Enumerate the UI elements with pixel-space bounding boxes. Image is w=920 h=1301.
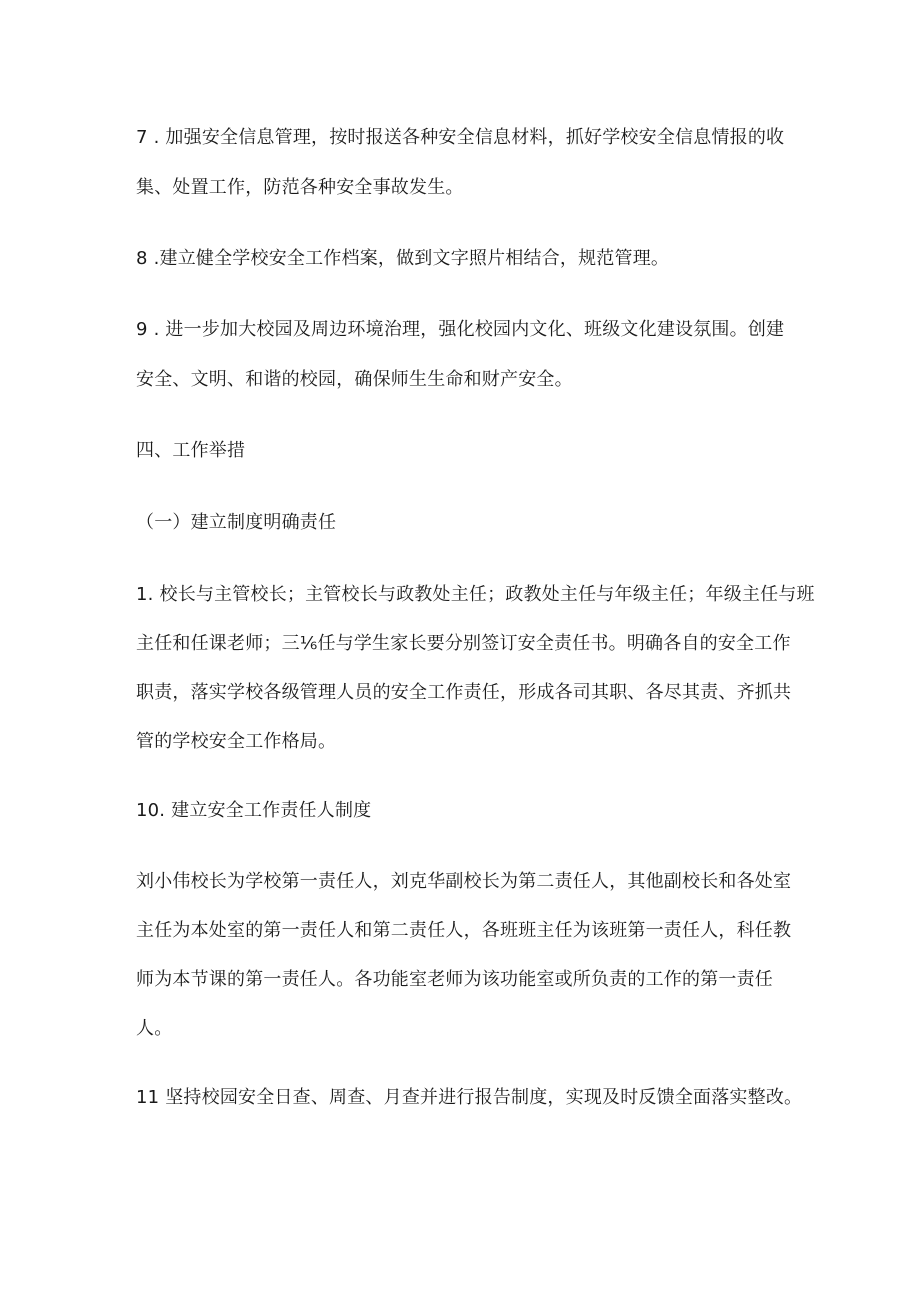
paragraph-10-body-line-3: 师为本节课的第一责任人。各功能室老师为该功能室或所负责的工作的第一责任 xyxy=(136,969,773,990)
paragraph-10-body-line-2: 主任为本处室的第一责任人和第二责任人，各班班主任为该班第一责任人，科任教 xyxy=(136,920,792,941)
paragraph-1-line-4: 管的学校安全工作格局。 xyxy=(136,731,337,752)
paragraph-11-line-1: 11 坚持校园安全日查、周查、月查并进行报告制度，实现及时反馈全面落实整改。 xyxy=(136,1087,803,1108)
paragraph-9-line-1: 9 . 进一步加大校园及周边环境治理，强化校园内文化、班级文化建设氛围。创建 xyxy=(136,319,785,340)
paragraph-9-line-2: 安全、文明、和谐的校园，确保师生生命和财产安全。 xyxy=(136,369,573,390)
paragraph-10-body-line-1: 刘小伟校长为学校第一责任人，刘克华副校长为第二责任人，其他副校长和各处室 xyxy=(136,871,792,892)
subsection-heading-1: （一）建立制度明确责任 xyxy=(136,512,337,533)
paragraph-1-line-1: 1. 校长与主管校长；主管校长与政教处主任；政教处主任与年级主任；年级主任与班 xyxy=(136,584,815,605)
paragraph-7-line-2: 集、处置工作，防范各种安全事故发生。 xyxy=(136,177,464,198)
paragraph-10-body-line-4: 人。 xyxy=(136,1018,173,1039)
paragraph-7-line-1: 7 . 加强安全信息管理，按时报送各种安全信息材料，抓好学校安全信息情报的收 xyxy=(136,127,785,148)
paragraph-10-heading: 10. 建立安全工作责任人制度 xyxy=(136,800,372,821)
paragraph-8-line-1: 8 .建立健全学校安全工作档案，做到文字照片相结合，规范管理。 xyxy=(136,248,670,269)
paragraph-1-line-2: 主任和任课老师；三⅙任与学生家长要分别签订安全责任书。明确各自的安全工作 xyxy=(136,633,791,654)
section-heading-4: 四、工作举措 xyxy=(136,440,246,461)
paragraph-1-line-3: 职责，落实学校各级管理人员的安全工作责任，形成各司其职、各尽其责、齐抓共 xyxy=(136,682,792,703)
